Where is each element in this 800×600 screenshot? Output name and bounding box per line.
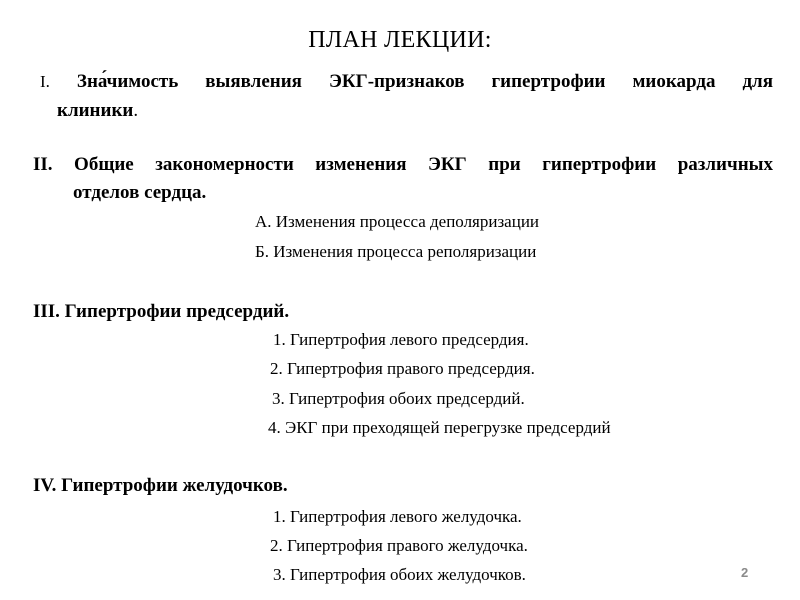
section-4-item-1: 1. Гипертрофия левого желудочка. [273,507,522,526]
section-1-text-cont: клиники [57,100,134,121]
section-1-period: . [133,100,139,121]
section-2-item-b: Б. Изменения процесса реполяризации [255,242,537,261]
section-1-line-1 [40,71,773,93]
section-4-item-3: 3. Гипертрофия обоих желудочков. [273,565,526,584]
page-number: 2 [741,565,749,580]
section-1-number: I. [40,72,50,91]
section-3-item-1: 1. Гипертрофия левого предсердия. [273,330,529,349]
section-3-item-3: 3. Гипертрофия обоих предсердий. [272,389,525,408]
section-1-line-1-text [40,71,773,93]
section-4-heading: IV. Гипертрофии желудочков. [33,475,288,496]
section-1-text: Зна́чимость выявления ЭКГ-признаков гипертрофии миокарда для [76,71,773,92]
section-4-item-2: 2. Гипертрофия правого желудочка. [270,536,528,555]
section-2-line-1 [33,154,773,176]
page-title: ПЛАН ЛЕКЦИИ: [308,27,492,53]
section-2-heading: II. Общие закономерности изменения ЭКГ при гипертрофии различных [33,154,773,175]
section-1-line-2 [57,100,138,122]
section-3-item-4: 4. ЭКГ при преходящей перегрузке предсердий [268,418,611,437]
section-2-line-2: отделов сердца. [73,182,207,203]
section-3-item-2: 2. Гипертрофия правого предсердия. [270,359,535,378]
section-3-heading: III. Гипертрофии предсердий. [33,301,290,322]
section-2-item-a: А. Изменения процесса деполяризации [255,212,540,231]
